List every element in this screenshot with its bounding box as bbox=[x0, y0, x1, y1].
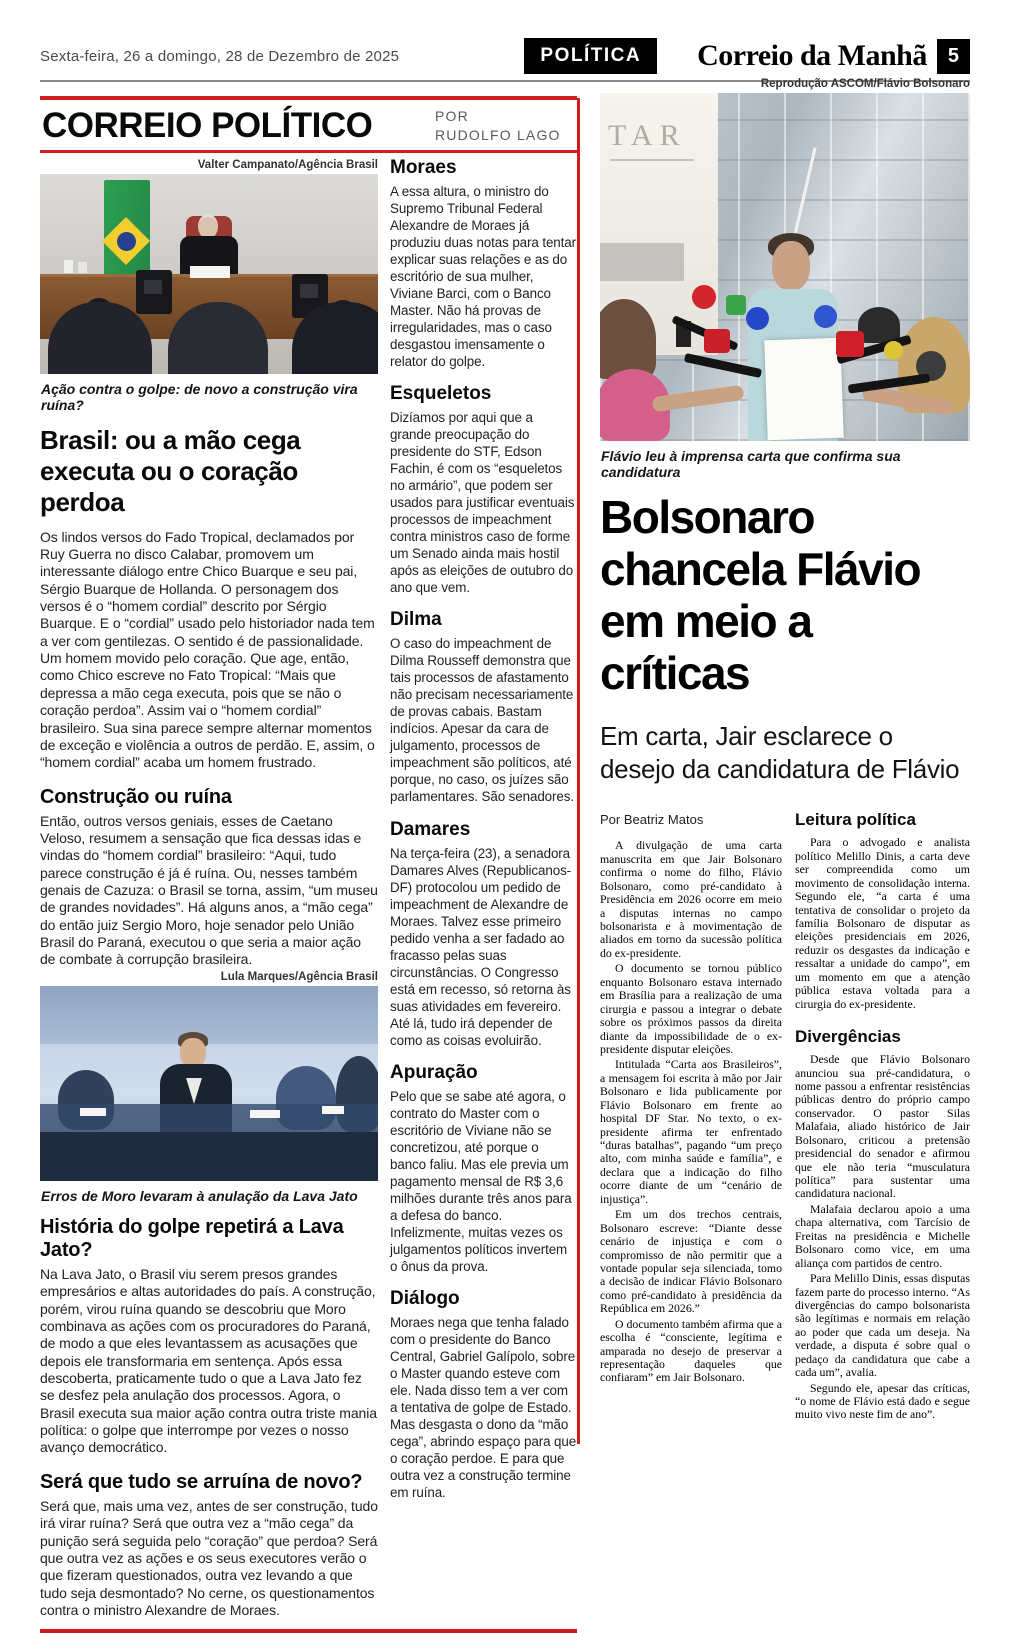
hospital-sign: TAR bbox=[608, 119, 687, 152]
note-text: Dizíamos por aqui que a grande preocupação do presidente do STF, Edson Fachin, é com os “esqueletos no armário”, que podem ser usados para justificar eventuais processos de impeachment contra ministros caso de forme um Senado ainda mais hostil após as eleições de outubro do ano que vem. bbox=[390, 410, 575, 596]
newspaper-masthead: Correio da Manhã bbox=[697, 39, 927, 72]
article-headline: Bolsonaro chancela Flávio em meio a críticas bbox=[600, 491, 921, 699]
article-column-2 bbox=[795, 810, 970, 1424]
photo-moraes-session bbox=[40, 174, 378, 374]
note-text: Moraes nega que tenha falado com o presidente do Banco Central, Gabriel Galípolo, sobre o Master quando esteve com ele. Nada disso tem a ver com a tentativa de golpe de Estado. Mas desgasta o dono da “mão cega”, abrindo espaço para que o coração perdoe. E para que outra vez a construção termine em ruína. bbox=[390, 1314, 577, 1501]
article-column-1 bbox=[600, 810, 782, 1424]
column-title: CORREIO POLÍTICO bbox=[42, 106, 373, 145]
article-crosshead: Leitura política bbox=[795, 810, 916, 830]
photo-flavio-press bbox=[600, 93, 970, 441]
article-subheadline: Em carta, Jair esclarece o desejo da candidatura de Flávio bbox=[600, 720, 960, 785]
page-number: 5 bbox=[937, 39, 970, 74]
left-subhead: História do golpe repetirá a Lava Jato? bbox=[40, 1215, 344, 1261]
article-paragraph: O documento também afirma que a escolha é “consciente, legítima e amparada no desejo de preservar a representação daqueles que confiaram” em Jair Bolsonaro. bbox=[600, 1316, 782, 1385]
green-microphone bbox=[726, 295, 746, 315]
photo3-caption: Flávio leu à imprensa carta que confirma sua candidatura bbox=[601, 448, 901, 480]
red-vertical-divider bbox=[577, 98, 580, 1444]
left-headline: Brasil: ou a mão cega executa ou o coração perdoa bbox=[40, 425, 301, 518]
notes-column bbox=[390, 157, 577, 1619]
note-text: A essa altura, o ministro do Supremo Tribunal Federal Alexandre de Moraes já produziu duas notas para tentar explicar suas relações e as do escritório de sua mulher, Viviane Barci, com o Banco Master. Não há provas de irregularidades, mas o caso desgastou imensamente o relator do golpe. bbox=[390, 184, 576, 370]
photo1-credit: Valter Campanato/Agência Brasil bbox=[197, 159, 378, 171]
column-byline bbox=[435, 107, 575, 145]
senate-desk bbox=[40, 1132, 378, 1181]
note-text: Na terça-feira (23), a senadora Damares Alves (Republicanos-DF) protocolou um pedido de impeachment de Alexandre de Moraes. Talvez esse primeiro pedido venha a ser fadado ao fracasso pelas suas circunstâncias. O Congresso está em recesso, só retorna às suas atividades em fevereiro. Até lá, tudo irá depender de como as coisas evoluirão. bbox=[390, 845, 572, 1048]
red-rule-under-title bbox=[40, 150, 577, 153]
page-header bbox=[40, 38, 970, 74]
yellow-microphone bbox=[884, 341, 903, 360]
article-crosshead: Divergências bbox=[795, 1027, 901, 1047]
red-cube-microphone bbox=[836, 331, 864, 357]
note-title: Apuração bbox=[390, 1061, 478, 1083]
byline-label: POR bbox=[435, 108, 469, 125]
article-paragraph: O documento se tornou público enquanto Bolsonaro estava internado em Brasília para a realização de uma cirurgia e passou a integrar o debate sobre os próximos passos da direita diante da impossibilidade de o ex-presidente disputar eleições. bbox=[600, 961, 782, 1056]
bolsonaro-article bbox=[600, 76, 970, 1424]
left-main-column bbox=[40, 157, 378, 1619]
left-paragraph: Então, outros versos geniais, esses de Caetano Veloso, resumem a sensação que fica dessas idas e vindas do “homem cordial” brasileiro: “Aqui, tudo parece construção é já é ruína. Ou, nesses também genais de Cazuza: o Brasil se torna, assim, “um museu de grandes novidades”. Há alguns anos, a “mão cega” do então juiz Sergio Moro, hoje senador pelo União Brasil do Paraná, executou o que seria a maior ação de combate à corrupção brasileira. bbox=[40, 812, 378, 968]
article-byline: Por Beatriz Matos bbox=[600, 812, 704, 828]
left-paragraph: Na Lava Jato, o Brasil viu serem presos grandes empresários e altas autoridades do país. A construção, porém, virou ruína quando se descobriu que Moro combinava as ações com os procuradores do Paraná, de modo a que eles levantassem as acusações que depois ele transformaria em sentença. Após essa descoberta, praticamente tudo o que a Lava Jato fez se desfez pela anulação dos processos. Agora, o Brasil executa sua maior ação contra outra triste mania política: o golpe que interrompe por vezes o nosso avanço democrático. bbox=[40, 1265, 377, 1456]
byline-name: RUDOLFO LAGO bbox=[435, 127, 561, 143]
blue-microphone bbox=[814, 305, 837, 328]
note-text: O caso do impeachment de Dilma Rousseff demonstra que tais processos de afastamento não precisam necessariamente de provas cabais. Bastam indícios. Apesar da cara de julgamento, processos de impeachment são políticos, até porque, no caso, os juízes são parlamentares. São senadores. bbox=[390, 636, 574, 805]
red-cube-microphone bbox=[704, 329, 730, 353]
article-paragraph: Para o advogado e analista político Melillo Dinis, a carta deve ser compreendida como um movimento de consolidação interna. Segundo ele, “a carta é uma tentativa de consolidar o projeto da família Bolsonaro de disputar as eleições presidenciais em 2026, reduzir os desgastes da indicação e ressaltar a unidade do campo”, em um momento em que a atenção pública estava voltada para a cirurgia do ex-presidente. bbox=[795, 835, 970, 1011]
left-paragraph: Os lindos versos do Fado Tropical, declamados por Ruy Guerra no disco Calabar, promovem um interessante diálogo entre Chico Buarque e seu pai, Sérgio Buarque de Hollanda. O personagem dos versos é o “homem cordial” descrito por Sérgio Buarque. E o “cordial” usado pelo historiador nada tem a ver com gentilezas. O sentido é de passionalidade. Um homem movido pelo coração. Que age, então, como Chico escreve no Fato Tropical: “Mais que depressa a mão cega executa, pois que se não o coração perdoa”. Assim vai o “homem cordial” brasileiro. Sua sina parece sempre alternar momentos de exceção e violência a outros de perdão. E, assim, o “homem cordial” acaba um homem frustrado. bbox=[40, 528, 375, 771]
note-title: Dilma bbox=[390, 609, 442, 631]
photo2-credit: Lula Marques/Agência Brasil bbox=[220, 970, 378, 983]
letter-paper bbox=[764, 338, 843, 441]
note-text: Pelo que se sabe até agora, o contrato do Master com o escritório de Viviane não se concretizou, até porque o banco faliu. Mas ele previa um pagamento mensal de R$ 3,6 milhões durante três anos para a defesa do banco. Infelizmente, muitas vezes os julgamentos políticos invertem o ônus da prova. bbox=[390, 1088, 572, 1274]
section-label: POLÍTICA bbox=[524, 38, 657, 74]
journalist-silhouette bbox=[600, 299, 656, 379]
red-microphone bbox=[692, 285, 716, 309]
correio-politico-section bbox=[40, 96, 577, 1633]
article-paragraph: Desde que Flávio Bolsonaro anunciou sua pré-candidatura, o nome passou a enfrentar resistências públicas dentro do próprio campo conservador. O pastor Silas Malafaia, aliado histórico de Jair Bolsonaro, criticou a pretensão presidencial do senador e afirmou que ele não teria “musculatura política” para sustentar uma candidatura nacional. bbox=[795, 1052, 970, 1201]
photo-moro-senate bbox=[40, 986, 378, 1181]
note-title: Diálogo bbox=[390, 1287, 460, 1309]
photo2-caption: Erros de Moro levaram à anulação da Lava Jato bbox=[41, 1187, 358, 1204]
photo1-caption: Ação contra o golpe: de novo a construção vira ruína? bbox=[41, 381, 358, 413]
blue-microphone bbox=[746, 307, 769, 330]
flavio-face bbox=[772, 241, 810, 291]
journalist-silhouette bbox=[858, 307, 900, 343]
red-rule-bottom bbox=[40, 1629, 577, 1633]
article-paragraph: Em um dos trechos centrais, Bolsonaro escreve: “Diante desse cenário de injustiça e com o compromisso de não permitir que a vontade popular seja silenciada, tomo a decisão de indicar Flávio Bolsonaro como pré-candidato à presidência da República em 2026.” bbox=[600, 1207, 782, 1316]
article-paragraph: A divulgação de uma carta manuscrita em que Jair Bolsonaro confirma o nome do filho, Flávio Bolsonaro, como pré-candidato à Presidência em 2026 ocorre em meio a disputas internas no campo bolsonarista e à movimentação de aliados em torno da sucessão política do ex-presidente. bbox=[600, 838, 782, 960]
note-title: Esqueletos bbox=[390, 383, 492, 405]
article-paragraph: Para Melillo Dinis, essas disputas fazem parte do processo interno. “As divergências do campo bolsonarista são legítimas e normais em relação ao poder que cada um deseja. Na verdade, a disputa é sobre qual o pedaço da candidatura que cabe a cada um”, avalia. bbox=[795, 1271, 970, 1380]
article-paragraph: Segundo ele, apesar das críticas, “o nome de Flávio está dado e segue muito vivo neste fim de ano”. bbox=[795, 1380, 970, 1422]
tv-camera bbox=[136, 270, 172, 314]
left-paragraph: Será que, mais uma vez, antes de ser construção, tudo irá virar ruína? Será que outra vez a “mão cega” da punição será seguida pelo “coração” que perdoa? Será que outra vez as ações e os seus executores verão o que fizeram questionados, outra vez levando a que tudo seja desmontado? No cerne, os questionamentos contra o ministro Alexandre de Moraes. bbox=[40, 1497, 378, 1618]
bench-papers bbox=[190, 266, 230, 278]
article-paragraph: Intitulada “Carta aos Brasileiros”, a mensagem foi escrita à mão por Jair Bolsonaro e lida publicamente por Flávio Bolsonaro em frente ao hospital DF Star. No texto, o ex-presidente afirma ter enfrentado “duras batalhas”, pagando “um preço alto, com minha saúde e família”, e declara que a indicação do filho ocorre diante de um “cenário de injustiça”. bbox=[600, 1057, 782, 1206]
left-subhead: Construção ou ruína bbox=[40, 785, 232, 808]
edition-date: Sexta-feira, 26 a domingo, 28 de Dezembro de 2025 bbox=[40, 47, 400, 65]
photo3-credit: Reprodução ASCOM/Flávio Bolsonaro bbox=[760, 78, 970, 90]
senate-gallery bbox=[40, 986, 378, 1044]
article-paragraph: Malafaia declarou apoio a uma chapa alternativa, com Tarcísio de Freitas na presidência e Michelle Bolsonaro como vice, em uma aliança com partidos de centro. bbox=[795, 1201, 970, 1270]
note-title: Damares bbox=[390, 818, 471, 840]
note-title: Moraes bbox=[390, 157, 457, 178]
left-subhead: Será que tudo se arruína de novo? bbox=[40, 1470, 363, 1493]
